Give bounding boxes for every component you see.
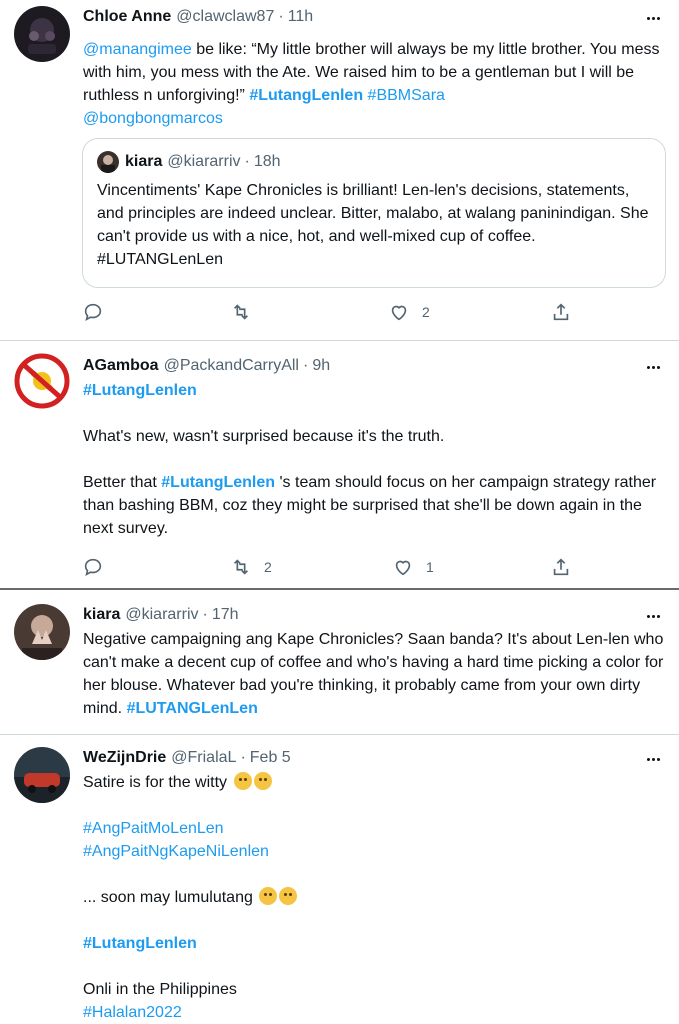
retweet-count: 2	[264, 559, 272, 575]
tweet-kiara[interactable]	[0, 588, 679, 734]
tweet-text	[83, 817, 665, 863]
hashtag-link[interactable]: #AngPaitNgKapeNiLenlen	[83, 843, 269, 860]
more-icon[interactable]	[641, 749, 665, 769]
tweet-actions	[82, 555, 579, 579]
tweet-agamboa[interactable]	[0, 340, 679, 588]
more-icon[interactable]	[641, 606, 665, 626]
grinning-squinting-face-emoji	[259, 887, 277, 905]
timestamp[interactable]: 9h	[312, 357, 331, 374]
display-name[interactable]: kiara	[83, 606, 121, 623]
tweet-wezijndrie[interactable]	[0, 734, 679, 1024]
avatar	[97, 151, 119, 173]
hashtag-link[interactable]: #BBMSara	[367, 87, 445, 104]
heart-icon	[392, 556, 414, 578]
display-name[interactable]: WeZijnDrie	[83, 749, 167, 766]
avatar[interactable]	[14, 604, 70, 660]
display-name[interactable]: AGamboa	[83, 357, 159, 374]
user-handle: @kiararriv	[167, 153, 241, 170]
tweet-text	[83, 771, 665, 794]
user-handle[interactable]: @kiararriv	[125, 606, 199, 623]
retweet-icon	[230, 301, 252, 323]
like-count: 1	[426, 559, 434, 575]
retweet-icon	[230, 556, 252, 578]
mention-link[interactable]: @manangimee	[83, 41, 192, 58]
avatar[interactable]	[14, 747, 70, 803]
avatar[interactable]	[14, 353, 70, 409]
timestamp[interactable]: 17h	[211, 606, 239, 623]
share-button[interactable]	[550, 300, 572, 324]
tweet-actions	[82, 300, 579, 324]
reply-icon	[82, 301, 104, 323]
face-with-hand-over-mouth-emoji	[254, 772, 272, 790]
quoted-tweet-header: kiara @kiararriv · 18h	[97, 151, 651, 173]
quoted-tweet[interactable]	[82, 138, 666, 288]
like-button[interactable]	[392, 555, 434, 579]
hashtag-link[interactable]: #LutangLenlen	[83, 935, 197, 952]
timestamp[interactable]: Feb 5	[249, 749, 291, 766]
tweet-header: WeZijnDrie @FrialaL · Feb 5	[83, 749, 291, 766]
user-handle[interactable]: @clawclaw87	[176, 8, 275, 25]
more-icon[interactable]	[641, 357, 665, 377]
tweet-text-body: Satire is for the witty	[83, 774, 228, 791]
tweet-text	[83, 628, 665, 720]
mention-link[interactable]: @bongbongmarcos	[83, 110, 223, 127]
tweet-text	[83, 379, 665, 402]
hashtag-link[interactable]: #LutangLenlen	[249, 87, 364, 104]
like-count: 2	[422, 304, 430, 320]
user-handle[interactable]: @FrialaL	[171, 749, 237, 766]
reply-icon	[82, 556, 104, 578]
hashtag-link[interactable]: #Halalan2022	[83, 1004, 182, 1021]
share-icon	[550, 556, 572, 578]
grinning-face-with-sweat-emoji	[279, 887, 297, 905]
tweet-header: Chloe Anne @clawclaw87 · 11h	[83, 8, 314, 25]
display-name[interactable]: Chloe Anne	[83, 8, 172, 25]
tweet-text-body: Negative campaigning ang Kape Chronicles? Saan banda? It's about Len-len who can't make a decent cup of coffee and who's having a hard time picking a color for her blouse. Whatever bad you're thinking, it probably came from your own dirty mind.	[83, 631, 664, 717]
quoted-tweet-text: Vincentiments' Kape Chronicles is brilliant! Len-len's decisions, statements, and principles are indeed unclear. Bitter, malabo, at walang paninindigan. She can't provide us with a nice, hot, and well-mixed cup of coffee. #LUTANGLenLen	[97, 182, 649, 268]
retweet-button[interactable]	[230, 300, 252, 324]
reply-button[interactable]	[82, 300, 104, 324]
tweet-text-body: ... soon may lumulutang	[83, 889, 253, 906]
winking-face-emoji	[234, 772, 252, 790]
like-button[interactable]	[388, 300, 430, 324]
tweet-text: What's new, wasn't surprised because it's the truth.	[83, 428, 445, 445]
tweet-text	[83, 932, 665, 955]
heart-icon	[388, 301, 410, 323]
display-name: kiara	[125, 153, 163, 170]
tweet-text-body: be like: “My little brother will always be my little brother. You mess with him, you mess with the Ate. We raised him to be a gentleman but I will be ruthless n unforgiving!”	[83, 41, 660, 104]
tweet-text-body: Onli in the Philippines	[83, 981, 237, 998]
tweet-header: kiara @kiararriv · 17h	[83, 606, 239, 623]
tweet-text-body: 's team should focus on her campaign strategy rather than bashing BBM, coz they might be surprised that she'll be down again in the next survey.	[83, 474, 657, 537]
tweet-text	[83, 471, 665, 540]
tweet-text	[83, 978, 665, 1024]
tweet-text	[83, 886, 665, 909]
avatar[interactable]	[14, 6, 70, 62]
timestamp: 18h	[253, 153, 281, 170]
reply-button[interactable]	[82, 555, 104, 579]
hashtag-link[interactable]: #LutangLenlen	[83, 382, 197, 399]
hashtag-link[interactable]: #LutangLenlen	[161, 474, 276, 491]
hashtag-link[interactable]: #AngPaitMoLenLen	[83, 820, 224, 837]
share-button[interactable]	[550, 555, 572, 579]
tweet-text-body: Better that	[83, 474, 162, 491]
tweet-text	[83, 38, 665, 130]
hashtag-link[interactable]: #LUTANGLenLen	[126, 700, 258, 717]
user-handle[interactable]: @PackandCarryAll	[163, 357, 299, 374]
tweet-chloe-anne[interactable]	[0, 0, 679, 340]
share-icon	[550, 301, 572, 323]
more-icon[interactable]	[641, 8, 665, 28]
tweet-header: AGamboa @PackandCarryAll · 9h	[83, 357, 331, 374]
retweet-button[interactable]	[230, 555, 272, 579]
timestamp[interactable]: 11h	[287, 8, 314, 25]
